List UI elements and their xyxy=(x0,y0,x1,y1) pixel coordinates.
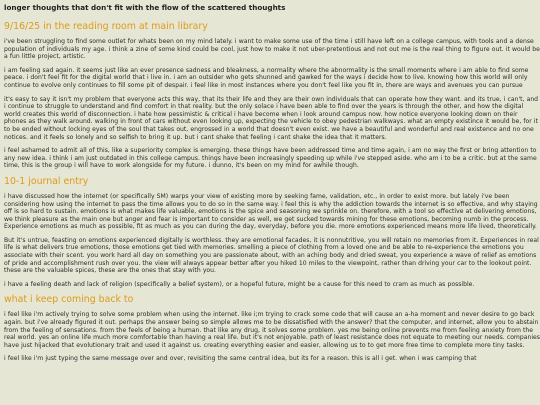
entry-title: 9/16/25 in the reading room at main library xyxy=(4,21,208,32)
blog-title: longer thoughts that don't fit with the flow of the scattered thoughts xyxy=(4,3,286,12)
entry-paragraph: i am feeling sad again. it seems just like an ever presence sadness and bleakness, a normality where the abnormality is the small moments where i am able to find some peace. i don't feel fit for the digital world that i live in. i am an outsider who gets shunned and gawked for the ways i decide how to live. knowing how this world will only continue to evolve only continues to fill some pit of despair. i feel like in most instances where you don't feel like you fit in, there are ways and avenues you can pursue xyxy=(4,66,529,89)
entry-title: what i keep coming back to xyxy=(4,294,134,306)
entry-paragraph: i've been struggling to find some outlet for whats been on my mind lately. i want to make some use of the time i still have left on a college campus, with tools and a dense population of individuals my age. i think a zine of some kind could be cool, just how to make it not uber-pretentious and not out me is the real thing to figure out. it would be a fun little project, artistic. xyxy=(4,38,540,61)
entry-title: 10-1 journal entry xyxy=(4,175,89,187)
entry-paragraph: it's easy to say it isn't my problem that everyone acts this way, that its their life and they are their own individuals that can operate how they want. and its true, i can't, and i continue to struggle to understand and find comfort in that reality. but the only solace i have been able to find over the years is through the other, and how the digital world creates this world of disconnection. i hate how pessimistic & critical i have become when i look around campus now. how notice everyone looking down on their phones as they walk around. walking in front of cars without even looking up, expecting the vehicle to obey pedestrian walkways. what an empty existince it would be, for it to be ended without locking eyes of the soul that takes out, engrossed in a world that doesn't even exist. we have a beautiful and wonderful and real existence and no one notices. and it feels so lonely and so selfish to bring it up. but i cant shake that feeling i cant shake the idea that it matters. xyxy=(4,95,539,141)
entry-paragraph: But it's untrue, feasting on emotions experienced digitally is worthless. they are emotional facades, it is nonnutritive, you will retain no memories from it. Experiences in real life is what delivers true emotions, those emotions get tied with memories. smelling a piece of clothing from a loved one and be able to re-experience the emotions you associate with their scent. you work hard all day on something you are passionate about, with an aching body and dried sweat, you experience a wave of relief as emotions of pride and accomplishment rush over you. the view will always appear better after you hiked 10 miles to the viewpoint, rather than driving your car to the lookout point. these are the valuable spices, these are the ones that stay with you. xyxy=(4,236,539,275)
entry-paragraph: i feel like i'm just typing the same message over and over, revisiting the same central idea, but its for a reason. this is all i get. when i was camping that xyxy=(4,355,477,363)
entry-paragraph: i have a feeling death and lack of religion (specifically a belief system), or a hopeful future, might be a cause for this need to cram as much as possible. xyxy=(4,280,475,288)
entry-paragraph: i feel like i'm actively trying to solve some problem when using the internet. like i;m trying to crack some code that will cause an a-ha moment and never desire to go back again. but i've already figured it out. perhaps the answer being so simple allows me to be dissatisfied with the answer? that the computer, and internet, allow you to abstain from the feeling of sensations. from the feels of being a human. that like any drug, it solves some problem. yes me being online prevents me from feeling anxiety from the real world. yes an online life much more comfortable than having a real life. but it's not enjoyable. path of least resistance does not equate to meeting our needs. companies have just hijacked that evolutionary trait and used it against us. creating everything easier and easier, allowing us to to get more free time to complete more tiny tasks. xyxy=(4,311,540,349)
entry xyxy=(4,21,540,170)
entry-paragraph: i have discussed how the internet (or specifically SM) warps your view of existing more by seeking fame, validation, etc., in order to exist more. but lately i've been considering how using the internet to pass the time allows you to do so in the same way. i feel this is why the addiction towards the internet is so effective, and why staying off is so hard to sustain. emotions is what makes life valuable, emotions is the spice and seasoning we sprinkle on. therefore, with a tool so effective at delivering emotions, we think pleasure as the main one but anger and fear is important to consider as well, we get sucked towards mining for these emotions, becoming numb in the process. Experience emotions as much as possible, fit as much as you can during the day, everyday, before you die. more emotions experienced means more life lived, theoretically. xyxy=(4,192,538,231)
entry-paragraph: i feel ashamed to admit all of this, like a superiority complex is emerging. these things have been addressed time and time again, i am no way the first or bring attention to any new idea. i think i am just outdated in this college campus. things have been increasingly speeding up while i've stepped aside. who am i to be a critic. but at the same time, this is the group i will have to work alongside for my future. i dunno, it's been on my mind for awhile though. xyxy=(4,147,537,170)
entry xyxy=(4,294,540,363)
entry xyxy=(4,176,540,289)
